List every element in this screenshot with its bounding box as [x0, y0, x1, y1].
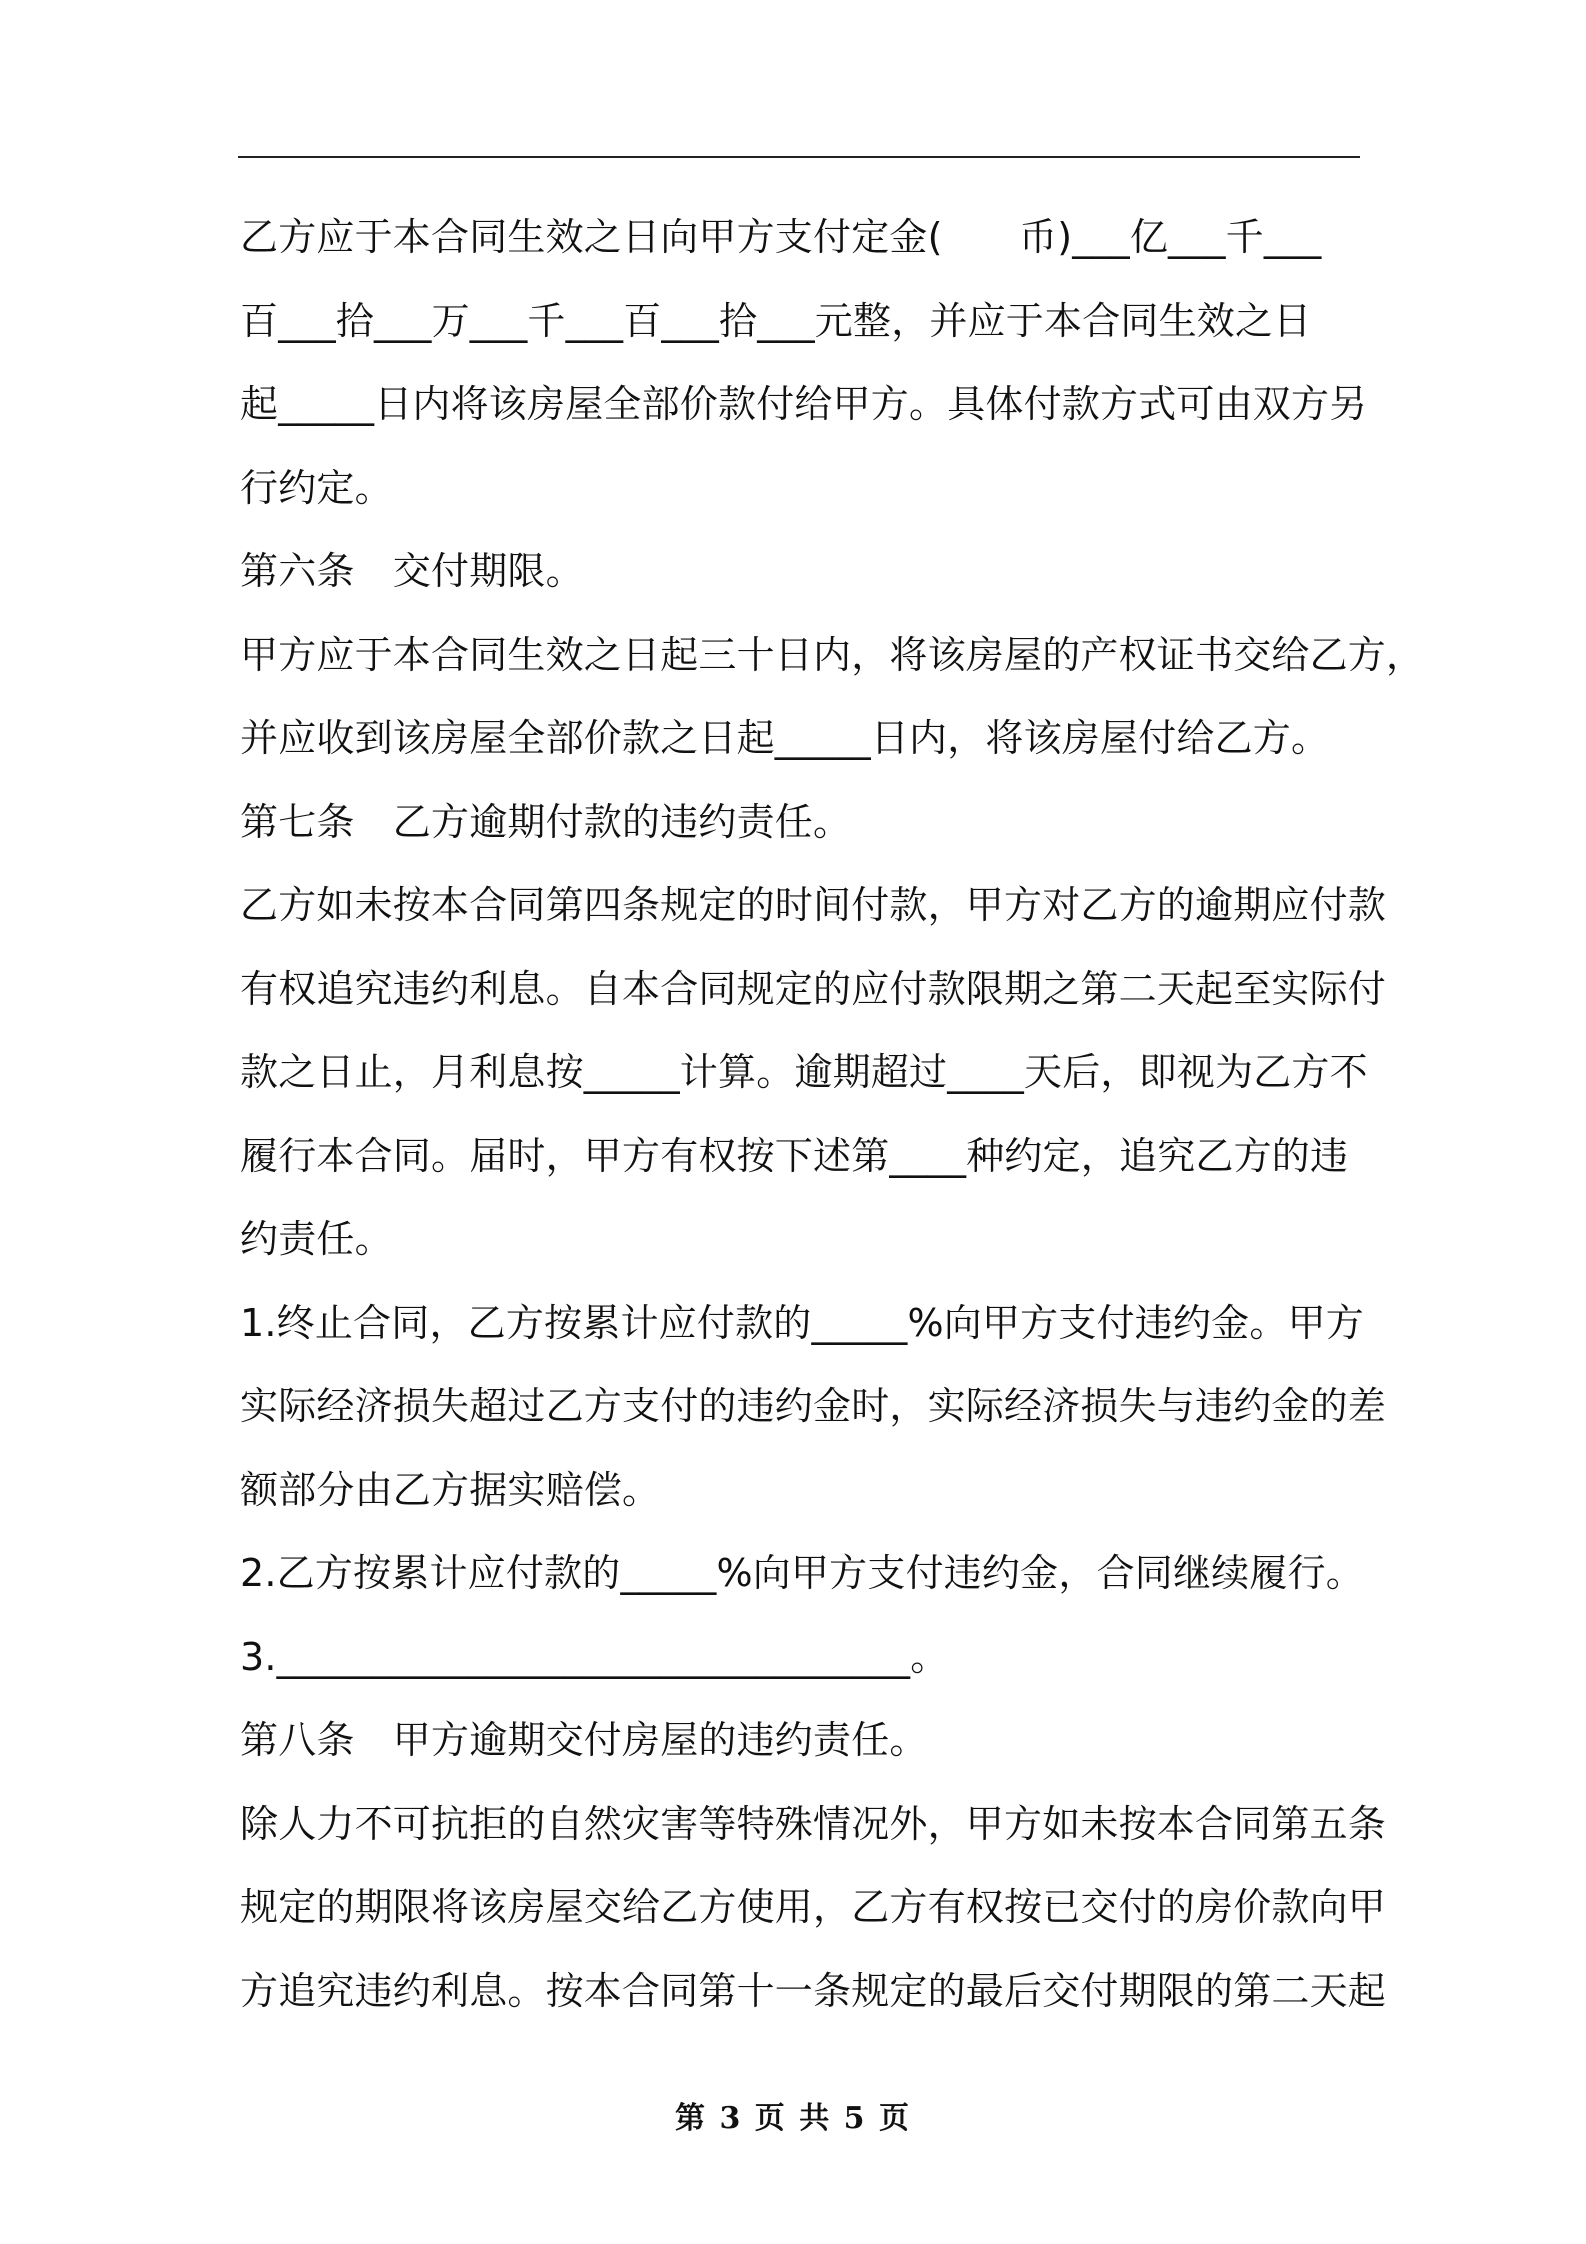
text-line: 乙方应于本合同生效之日向甲方支付定金( 币)___亿___千___	[240, 215, 1322, 259]
text-line: 款之日止，月利息按_____计算。逾期超过____天后，即视为乙方不	[240, 1050, 1368, 1094]
article-heading: 第七条 乙方逾期付款的违约责任。	[240, 799, 852, 844]
list-item: 1.终止合同，乙方按累计应付款的_____%向甲方支付违约金。甲方	[240, 1300, 1364, 1345]
text-line: 百___拾___万___千___百___拾___元整，并应于本合同生效之日	[240, 298, 1312, 343]
text-line: 起_____日内将该房屋全部价款付给甲方。具体付款方式可由双方另	[240, 382, 1368, 426]
document-body	[240, 196, 1425, 2033]
list-item: 3._________________________________。	[240, 1634, 949, 1679]
article-heading: 第六条 交付期限。	[240, 549, 584, 593]
text-line: 额部分由乙方据实赔偿。	[240, 1467, 661, 1512]
text-line: 履行本合同。届时，甲方有权按下述第____种约定，追究乙方的违	[240, 1133, 1349, 1178]
text-line: 规定的期限将该房屋交给乙方使用，乙方有权按已交付的房价款向甲	[240, 1885, 1387, 1929]
text-line: 行约定。	[240, 465, 393, 510]
article-heading: 第八条 甲方逾期交付房屋的违约责任。	[240, 1718, 928, 1762]
text-line: 除人力不可抗拒的自然灾害等特殊情况外，甲方如未按本合同第五条	[240, 1801, 1387, 1846]
text-line: 甲方应于本合同生效之日起三十日内，将该房屋的产权证书交给乙方，	[240, 632, 1425, 677]
text-line: 并应收到该房屋全部价款之日起_____日内，将该房屋付给乙方。	[240, 716, 1330, 760]
list-item: 2.乙方按累计应付款的_____%向甲方支付违约金，合同继续履行。	[240, 1551, 1364, 1595]
text-line: 乙方如未按本合同第四条规定的时间付款，甲方对乙方的逾期应付款	[240, 883, 1387, 927]
text-line: 约责任。	[240, 1217, 393, 1261]
text-line: 有权追究违约利息。自本合同规定的应付款限期之第二天起至实际付	[240, 966, 1387, 1011]
text-line: 方追究违约利息。按本合同第十一条规定的最后交付期限的第二天起	[240, 1968, 1387, 2013]
text-line: 实际经济损失超过乙方支付的违约金时，实际经济损失与违约金的差	[240, 1384, 1387, 1428]
header-rule	[238, 156, 1360, 158]
page-number: 第 3 页 共 5 页	[675, 2101, 911, 2136]
